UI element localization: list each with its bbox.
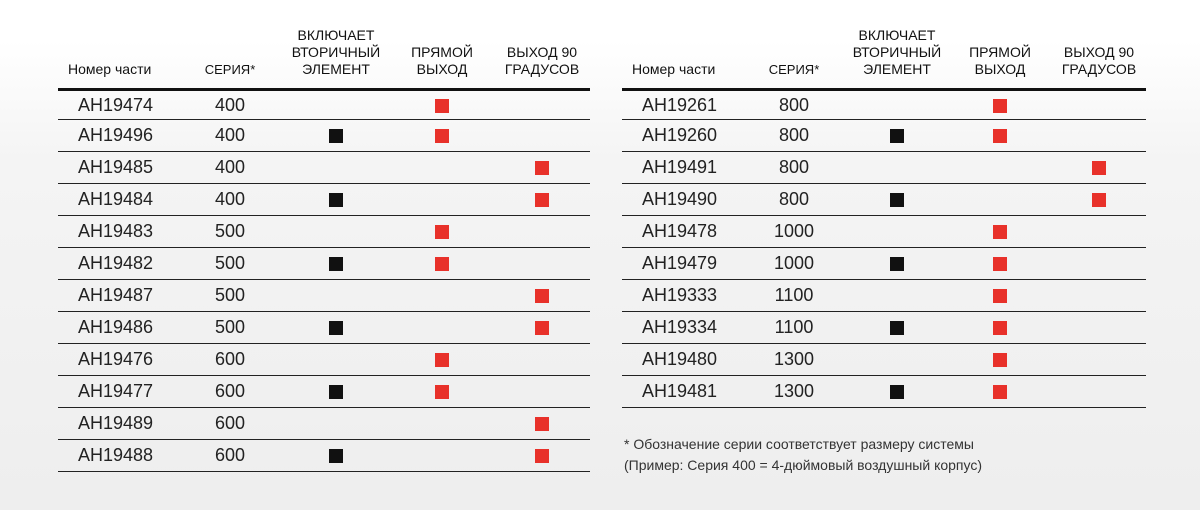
secondary-element-cell	[846, 184, 948, 216]
part-number-cell: AH19486	[58, 312, 178, 344]
part-number-cell: AH19474	[58, 90, 178, 120]
straight-outlet-cell	[390, 184, 494, 216]
table-row	[58, 152, 590, 184]
angle-outlet-cell	[1052, 248, 1146, 280]
header-90-degree-outlet	[1052, 6, 1146, 90]
straight-outlet-cell	[948, 90, 1052, 120]
straight-outlet-marker	[993, 353, 1007, 367]
part-number-cell: AH19484	[58, 184, 178, 216]
part-number-cell: AH19333	[622, 280, 742, 312]
secondary-element-cell	[282, 312, 390, 344]
part-number-cell: AH19261	[622, 90, 742, 120]
secondary-element-marker	[329, 193, 343, 207]
table-row	[622, 248, 1146, 280]
angle-outlet-cell	[1052, 90, 1146, 120]
angle-outlet-cell	[1052, 216, 1146, 248]
straight-outlet-cell	[948, 344, 1052, 376]
series-cell: 800	[742, 184, 846, 216]
part-number-cell: AH19483	[58, 216, 178, 248]
secondary-element-marker	[890, 321, 904, 335]
secondary-element-marker	[329, 449, 343, 463]
straight-outlet-marker	[993, 321, 1007, 335]
header-angle-line1: ВЫХОД 90	[506, 44, 578, 60]
straight-outlet-cell	[948, 184, 1052, 216]
part-number-cell: AH19489	[58, 408, 178, 440]
header-secondary-element	[282, 6, 390, 90]
straight-outlet-cell	[948, 312, 1052, 344]
part-number-cell: AH19490	[622, 184, 742, 216]
angle-outlet-cell	[494, 120, 590, 152]
secondary-element-cell	[282, 440, 390, 472]
straight-outlet-marker	[993, 99, 1007, 113]
angle-outlet-cell	[1052, 312, 1146, 344]
angle-outlet-cell	[1052, 376, 1146, 408]
straight-outlet-marker	[993, 257, 1007, 271]
secondary-element-cell	[282, 248, 390, 280]
part-number-cell: AH19476	[58, 344, 178, 376]
header-straight-line1: ПРЯМОЙ	[411, 44, 473, 60]
part-number-cell: AH19478	[622, 216, 742, 248]
header-secondary-line3: ЭЛЕМЕНТ	[302, 61, 370, 77]
table-row	[622, 152, 1146, 184]
secondary-element-marker	[890, 257, 904, 271]
series-cell: 1100	[742, 312, 846, 344]
secondary-element-marker	[329, 385, 343, 399]
table-row	[58, 408, 590, 440]
secondary-element-cell	[282, 152, 390, 184]
secondary-element-marker	[329, 129, 343, 143]
series-cell: 600	[178, 408, 282, 440]
straight-outlet-cell	[390, 344, 494, 376]
part-number-cell: AH19334	[622, 312, 742, 344]
secondary-element-cell	[846, 312, 948, 344]
table-body-right	[622, 90, 1146, 408]
table-row	[58, 184, 590, 216]
series-cell: 800	[742, 120, 846, 152]
angle-outlet-marker	[535, 161, 549, 175]
series-cell: 600	[178, 376, 282, 408]
part-number-cell: AH19487	[58, 280, 178, 312]
part-number-cell: AH19485	[58, 152, 178, 184]
table-header-row	[622, 6, 1146, 90]
straight-outlet-cell	[948, 120, 1052, 152]
part-number-cell: AH19479	[622, 248, 742, 280]
table-row	[58, 376, 590, 408]
series-cell: 800	[742, 152, 846, 184]
series-cell: 500	[178, 216, 282, 248]
header-secondary-line1: ВКЛЮЧАЕТ	[297, 27, 375, 43]
angle-outlet-cell	[494, 440, 590, 472]
part-number-cell: AH19491	[622, 152, 742, 184]
angle-outlet-cell	[494, 90, 590, 120]
header-straight-line2: ВЫХОД	[416, 61, 468, 77]
header-series: СЕРИЯ*	[178, 6, 282, 90]
straight-outlet-marker	[435, 257, 449, 271]
header-90-degree-outlet	[494, 6, 590, 90]
straight-outlet-marker	[435, 99, 449, 113]
secondary-element-cell	[846, 248, 948, 280]
table-row	[58, 248, 590, 280]
secondary-element-cell	[282, 90, 390, 120]
header-angle-line2: ГРАДУСОВ	[1061, 61, 1137, 77]
straight-outlet-cell	[948, 216, 1052, 248]
angle-outlet-cell	[494, 248, 590, 280]
table-row	[58, 344, 590, 376]
series-cell: 400	[178, 152, 282, 184]
table-row	[622, 216, 1146, 248]
straight-outlet-cell	[948, 280, 1052, 312]
table-row	[58, 216, 590, 248]
table-row	[622, 120, 1146, 152]
series-cell: 600	[178, 440, 282, 472]
header-angle-line2: ГРАДУСОВ	[504, 61, 580, 77]
secondary-element-marker	[329, 257, 343, 271]
secondary-element-cell	[282, 216, 390, 248]
part-number-cell: AH19496	[58, 120, 178, 152]
parts-table-left	[58, 6, 590, 472]
header-secondary-line2: ВТОРИЧНЫЙ	[291, 44, 381, 60]
series-cell: 500	[178, 248, 282, 280]
straight-outlet-marker	[993, 385, 1007, 399]
angle-outlet-cell	[1052, 344, 1146, 376]
secondary-element-marker	[329, 321, 343, 335]
straight-outlet-marker	[993, 225, 1007, 239]
straight-outlet-marker	[435, 129, 449, 143]
series-cell: 500	[178, 312, 282, 344]
angle-outlet-cell	[1052, 280, 1146, 312]
table-row	[58, 90, 590, 120]
table-header-row	[58, 6, 590, 90]
table-row	[622, 280, 1146, 312]
part-number-cell: AH19488	[58, 440, 178, 472]
series-cell: 500	[178, 280, 282, 312]
secondary-element-cell	[282, 376, 390, 408]
angle-outlet-cell	[494, 344, 590, 376]
secondary-element-cell	[282, 184, 390, 216]
straight-outlet-marker	[435, 225, 449, 239]
angle-outlet-cell	[494, 216, 590, 248]
angle-outlet-marker	[535, 289, 549, 303]
secondary-element-marker	[890, 129, 904, 143]
angle-outlet-marker	[535, 417, 549, 431]
secondary-element-cell	[282, 344, 390, 376]
series-cell: 800	[742, 90, 846, 120]
series-cell: 600	[178, 344, 282, 376]
series-cell: 400	[178, 90, 282, 120]
secondary-element-marker	[890, 193, 904, 207]
footnote-line-2: (Пример: Серия 400 = 4-дюймовый воздушный корпус)	[624, 457, 983, 473]
straight-outlet-cell	[390, 376, 494, 408]
angle-outlet-marker	[1092, 161, 1106, 175]
secondary-element-cell	[846, 120, 948, 152]
straight-outlet-cell	[390, 216, 494, 248]
header-secondary-element	[846, 6, 948, 90]
straight-outlet-cell	[390, 440, 494, 472]
table-row	[58, 280, 590, 312]
straight-outlet-cell	[390, 90, 494, 120]
angle-outlet-cell	[1052, 120, 1146, 152]
header-series: СЕРИЯ*	[742, 6, 846, 90]
angle-outlet-cell	[494, 184, 590, 216]
table-row	[622, 184, 1146, 216]
table-row	[622, 376, 1146, 408]
secondary-element-cell	[846, 152, 948, 184]
angle-outlet-cell	[494, 376, 590, 408]
secondary-element-cell	[846, 280, 948, 312]
angle-outlet-marker	[535, 321, 549, 335]
series-cell: 400	[178, 184, 282, 216]
secondary-element-cell	[282, 120, 390, 152]
straight-outlet-marker	[435, 385, 449, 399]
series-cell: 1000	[742, 248, 846, 280]
angle-outlet-cell	[494, 152, 590, 184]
secondary-element-cell	[846, 216, 948, 248]
part-number-cell: AH19482	[58, 248, 178, 280]
straight-outlet-marker	[993, 289, 1007, 303]
table-row	[622, 312, 1146, 344]
angle-outlet-cell	[494, 408, 590, 440]
header-part-number: Номер части	[58, 6, 178, 90]
angle-outlet-cell	[1052, 184, 1146, 216]
angle-outlet-marker	[1092, 193, 1106, 207]
straight-outlet-cell	[948, 152, 1052, 184]
straight-outlet-cell	[390, 280, 494, 312]
secondary-element-cell	[282, 280, 390, 312]
angle-outlet-cell	[1052, 152, 1146, 184]
straight-outlet-cell	[390, 152, 494, 184]
footnote-line-1: * Обозначение серии соответствует размеру системы	[624, 436, 974, 452]
straight-outlet-cell	[948, 248, 1052, 280]
angle-outlet-cell	[494, 280, 590, 312]
angle-outlet-cell	[494, 312, 590, 344]
secondary-element-cell	[846, 376, 948, 408]
table-row	[622, 344, 1146, 376]
table-row	[622, 90, 1146, 120]
header-secondary-line1: ВКЛЮЧАЕТ	[858, 27, 936, 43]
table-body-left	[58, 90, 590, 472]
part-number-cell: AH19481	[622, 376, 742, 408]
header-straight-line1: ПРЯМОЙ	[969, 44, 1031, 60]
straight-outlet-marker	[993, 129, 1007, 143]
straight-outlet-cell	[390, 312, 494, 344]
header-secondary-line3: ЭЛЕМЕНТ	[863, 61, 931, 77]
straight-outlet-cell	[948, 376, 1052, 408]
parts-table-right	[622, 6, 1146, 408]
angle-outlet-marker	[535, 449, 549, 463]
straight-outlet-cell	[390, 408, 494, 440]
header-part-number: Номер части	[622, 6, 742, 90]
angle-outlet-marker	[535, 193, 549, 207]
series-cell: 400	[178, 120, 282, 152]
header-secondary-line2: ВТОРИЧНЫЙ	[852, 44, 942, 60]
secondary-element-cell	[282, 408, 390, 440]
straight-outlet-marker	[435, 353, 449, 367]
header-angle-line1: ВЫХОД 90	[1063, 44, 1135, 60]
header-straight-line2: ВЫХОД	[974, 61, 1026, 77]
series-cell: 1300	[742, 376, 846, 408]
secondary-element-cell	[846, 90, 948, 120]
part-number-cell: AH19477	[58, 376, 178, 408]
secondary-element-marker	[890, 385, 904, 399]
table-row	[58, 312, 590, 344]
header-straight-outlet	[390, 6, 494, 90]
series-cell: 1300	[742, 344, 846, 376]
straight-outlet-cell	[390, 248, 494, 280]
straight-outlet-cell	[390, 120, 494, 152]
table-row	[58, 120, 590, 152]
series-footnote	[624, 434, 982, 476]
part-number-cell: AH19480	[622, 344, 742, 376]
series-cell: 1100	[742, 280, 846, 312]
header-straight-outlet	[948, 6, 1052, 90]
series-cell: 1000	[742, 216, 846, 248]
table-row	[58, 440, 590, 472]
secondary-element-cell	[846, 344, 948, 376]
part-number-cell: AH19260	[622, 120, 742, 152]
